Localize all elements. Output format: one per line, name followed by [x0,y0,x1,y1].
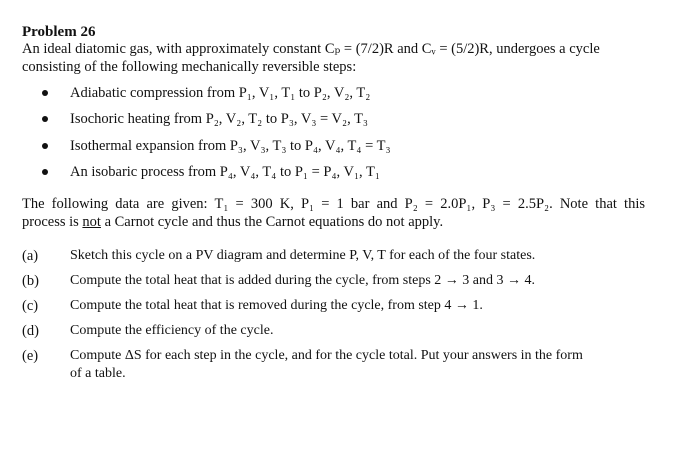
given-line-1: The following data are given: T₁ = 300 K, P₁ = 1 bar and P₂ = 2.0P₁, P₃ = 2.5P₂. Note that this [22,196,645,212]
question-label-e: (e) [22,348,39,364]
emphasis-not: not [82,214,101,230]
question-label-d: (d) [22,323,39,339]
question-b: Compute the total heat that is added during the cycle, from steps 2 → 3 and 3 → 4. [70,273,536,288]
question-a: Sketch this cycle on a PV diagram and determine P, V, T for each of the four states. [70,248,536,263]
given-line-2 [22,213,443,231]
question-label-c: (c) [22,298,39,314]
question-label-a: (a) [22,248,39,264]
step-3: Isothermal expansion from P₃, V₃, T₃ to P₄, V₄, T₄ = T₃ [70,138,391,154]
question-d: Compute the efficiency of the cycle. [70,323,274,338]
problem-title: Problem 26 [22,24,96,40]
bullet-icon [42,169,48,175]
step-2: Isochoric heating from P₂, V₂, T₂ to P₃, V₃ = V₂, T₃ [70,111,368,127]
given-text: a Carnot cycle and thus the Carnot equations do not apply. [100,214,444,230]
step-4: An isobaric process from P₄, V₄, T₄ to P₁ = P₄, V₁, T₁ [70,164,380,180]
bullet-icon [42,116,48,122]
bullet-icon [42,90,48,96]
given-text: process is [22,214,83,230]
step-1: Adiabatic compression from P₁, V₁, T₁ to P₂, V₂, T₂ [70,85,371,101]
question-c: Compute the total heat that is removed during the cycle, from step 4 → 1. [70,298,483,313]
intro-line-2: consisting of the following mechanically reversible steps: [22,59,357,75]
question-e: Compute ΔS for each step in the cycle, and for the cycle total. Put your answers in the form [70,348,583,363]
question-label-b: (b) [22,273,39,289]
intro-line-1: An ideal diatomic gas, with approximately constant Cₚ = (7/2)R and Cᵥ = (5/2)R, undergoes a cycle [22,41,600,57]
bullet-icon [42,143,48,149]
question-e-continued: of a table. [70,366,126,381]
